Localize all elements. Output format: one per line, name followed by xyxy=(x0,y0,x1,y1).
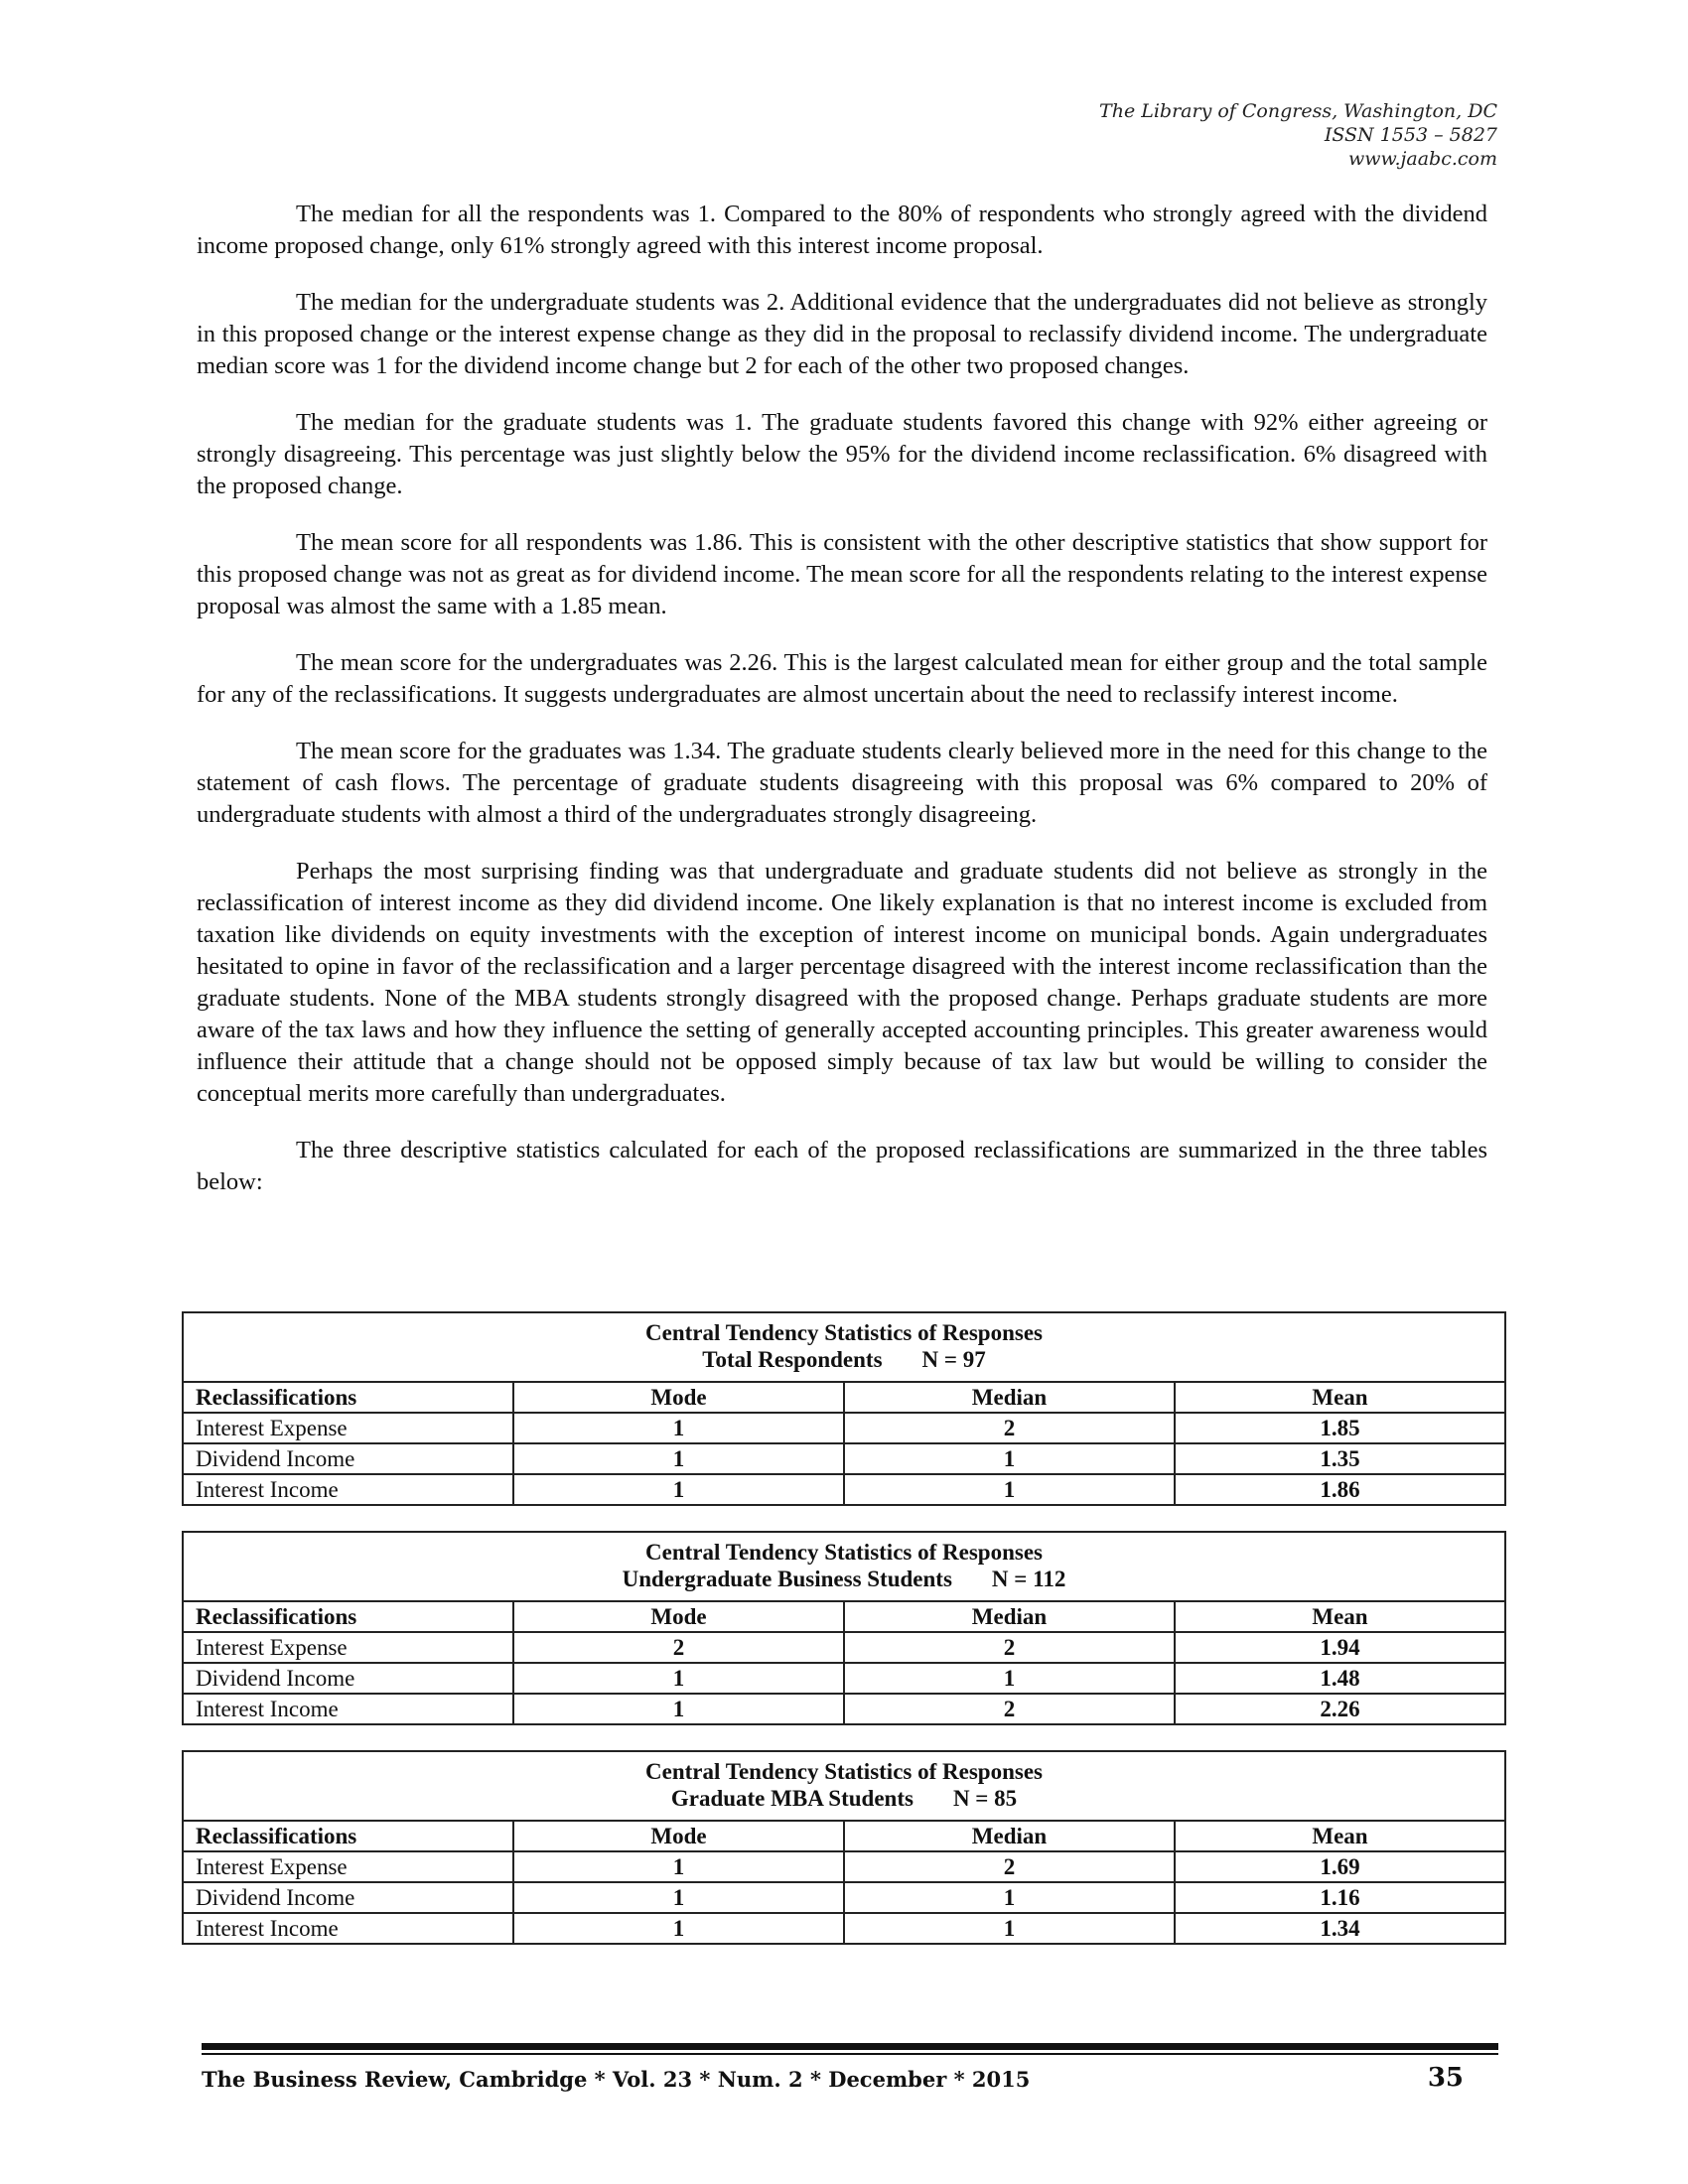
row-label: Interest Income xyxy=(183,1474,513,1505)
table-sample-size: N = 97 xyxy=(921,1347,986,1372)
table-header-row xyxy=(183,1821,1505,1851)
table-group: Graduate MBA Students xyxy=(670,1786,914,1811)
table-row xyxy=(183,1443,1505,1474)
mean-cell: 2.26 xyxy=(1175,1694,1505,1724)
paragraph: The median for the undergraduate students was 2. Additional evidence that the undergraduates did not believe as strongly in this proposed change or the interest expense change as they did in the proposal to reclassify dividend income. The undergraduate median score was 1 for the dividend income change but 2 for each of the other two proposed changes. xyxy=(197,289,1487,379)
median-cell: 2 xyxy=(844,1413,1175,1443)
table-title: Central Tendency Statistics of Responses xyxy=(645,1759,1043,1784)
row-label: Interest Income xyxy=(183,1913,513,1944)
mean-cell: 1.16 xyxy=(1175,1882,1505,1913)
table-row xyxy=(183,1474,1505,1505)
column-header: Median xyxy=(844,1382,1175,1413)
column-header: Median xyxy=(844,1601,1175,1632)
paragraph: The mean score for all respondents was 1.86. This is consistent with the other descriptive statistics that show support for this proposed change was not as great as for dividend income. The mean score for all the respondents relating to the interest expense proposal was almost the same with a 1.85 mean. xyxy=(197,529,1487,619)
stats-table-total xyxy=(182,1311,1506,1506)
column-header: Median xyxy=(844,1821,1175,1851)
row-label: Interest Expense xyxy=(183,1632,513,1663)
body-text xyxy=(197,199,1487,1223)
table-row xyxy=(183,1632,1505,1663)
table-row xyxy=(183,1882,1505,1913)
mode-cell: 1 xyxy=(513,1882,844,1913)
column-header: Reclassifications xyxy=(183,1601,513,1632)
table-caption xyxy=(183,1532,1505,1601)
mode-cell: 1 xyxy=(513,1474,844,1505)
table-row xyxy=(183,1694,1505,1724)
footer-citation: The Business Review, Cambridge * Vol. 23 * Num. 2 * December * 2015 xyxy=(202,2067,1031,2092)
table-row xyxy=(183,1851,1505,1882)
table-header-row xyxy=(183,1601,1505,1632)
mode-cell: 1 xyxy=(513,1694,844,1724)
table-header-row xyxy=(183,1382,1505,1413)
mean-cell: 1.94 xyxy=(1175,1632,1505,1663)
row-label: Dividend Income xyxy=(183,1882,513,1913)
mode-cell: 1 xyxy=(513,1413,844,1443)
mode-cell: 1 xyxy=(513,1913,844,1944)
median-cell: 2 xyxy=(844,1851,1175,1882)
column-header: Mode xyxy=(513,1382,844,1413)
table-group: Total Respondents xyxy=(702,1347,883,1372)
mode-cell: 1 xyxy=(513,1851,844,1882)
row-label: Interest Expense xyxy=(183,1851,513,1882)
mean-cell: 1.48 xyxy=(1175,1663,1505,1694)
table-title: Central Tendency Statistics of Responses xyxy=(645,1320,1043,1345)
mode-cell: 2 xyxy=(513,1632,844,1663)
running-header xyxy=(802,99,1497,171)
column-header: Mean xyxy=(1175,1821,1505,1851)
table-caption xyxy=(183,1312,1505,1382)
mean-cell: 1.34 xyxy=(1175,1913,1505,1944)
row-label: Interest Expense xyxy=(183,1413,513,1443)
footer-rule-thin xyxy=(202,2053,1498,2055)
paragraph: The mean score for the graduates was 1.34. The graduate students clearly believed more in the need for this change to the statement of cash flows. The percentage of graduate students disagreeing with this proposal was 6% compared to 20% of undergraduate students with almost a third of the undergraduates strongly disagreeing. xyxy=(197,738,1487,828)
row-label: Interest Income xyxy=(183,1694,513,1724)
column-header: Reclassifications xyxy=(183,1382,513,1413)
paragraph: Perhaps the most surprising finding was that undergraduate and graduate students did not believe as strongly in the reclassification of interest income as they did dividend income. One likely explanation is that no interest income is excluded from taxation like dividends on equity investments with the exception of interest income on municipal bonds. Again undergraduates hesitated to opine in favor of the reclassification and a larger percentage disagreed with the interest income reclassification than the graduate students. None of the MBA students strongly disagreed with the proposed change. Perhaps graduate students are more aware of the tax laws and how they influence the setting of generally accepted accounting principles. This greater awareness would influence their attitude that a change should not be opposed simply because of tax law but would be willing to consider the conceptual merits more carefully than undergraduates. xyxy=(197,858,1487,1107)
paragraph: The three descriptive statistics calculated for each of the proposed reclassifications are summarized in the three tables below: xyxy=(197,1137,1487,1195)
median-cell: 1 xyxy=(844,1443,1175,1474)
median-cell: 1 xyxy=(844,1913,1175,1944)
median-cell: 1 xyxy=(844,1663,1175,1694)
median-cell: 1 xyxy=(844,1474,1175,1505)
table-title: Central Tendency Statistics of Responses xyxy=(645,1540,1043,1565)
row-label: Dividend Income xyxy=(183,1443,513,1474)
mode-cell: 1 xyxy=(513,1443,844,1474)
paragraph: The median for the graduate students was 1. The graduate students favored this change with 92% either agreeing or strongly disagreeing. This percentage was just slightly below the 95% for the dividend income reclassification. 6% disagreed with the proposed change. xyxy=(197,409,1487,499)
table-sample-size: N = 112 xyxy=(991,1567,1066,1591)
table-row xyxy=(183,1913,1505,1944)
mode-cell: 1 xyxy=(513,1663,844,1694)
header-publisher: The Library of Congress, Washington, DC xyxy=(1099,100,1497,122)
table-caption xyxy=(183,1751,1505,1821)
stats-table-graduate xyxy=(182,1750,1506,1945)
median-cell: 1 xyxy=(844,1882,1175,1913)
paragraph: The median for all the respondents was 1. Compared to the 80% of respondents who strongly agreed with the dividend income proposed change, only 61% strongly agreed with this interest income proposal. xyxy=(197,201,1487,259)
page-number: 35 xyxy=(1427,2063,1464,2093)
table-row xyxy=(183,1413,1505,1443)
paragraph: The mean score for the undergraduates was 2.26. This is the largest calculated mean for either group and the total sample for any of the reclassifications. It suggests undergraduates are almost uncertain about the need to reclassify interest income. xyxy=(197,649,1487,708)
table-group: Undergraduate Business Students xyxy=(622,1567,952,1591)
column-header: Reclassifications xyxy=(183,1821,513,1851)
row-label: Dividend Income xyxy=(183,1663,513,1694)
mean-cell: 1.69 xyxy=(1175,1851,1505,1882)
table-sample-size: N = 85 xyxy=(952,1786,1018,1811)
column-header: Mode xyxy=(513,1821,844,1851)
column-header: Mode xyxy=(513,1601,844,1632)
stats-table-undergraduate xyxy=(182,1531,1506,1725)
mean-cell: 1.85 xyxy=(1175,1413,1505,1443)
mean-cell: 1.86 xyxy=(1175,1474,1505,1505)
median-cell: 2 xyxy=(844,1694,1175,1724)
column-header: Mean xyxy=(1175,1382,1505,1413)
table-row xyxy=(183,1663,1505,1694)
footer-rule-thick xyxy=(202,2043,1498,2050)
mean-cell: 1.35 xyxy=(1175,1443,1505,1474)
column-header: Mean xyxy=(1175,1601,1505,1632)
median-cell: 2 xyxy=(844,1632,1175,1663)
header-issn: ISSN 1553 – 5827 xyxy=(1324,124,1497,146)
header-website: www.jaabc.com xyxy=(1347,148,1497,170)
